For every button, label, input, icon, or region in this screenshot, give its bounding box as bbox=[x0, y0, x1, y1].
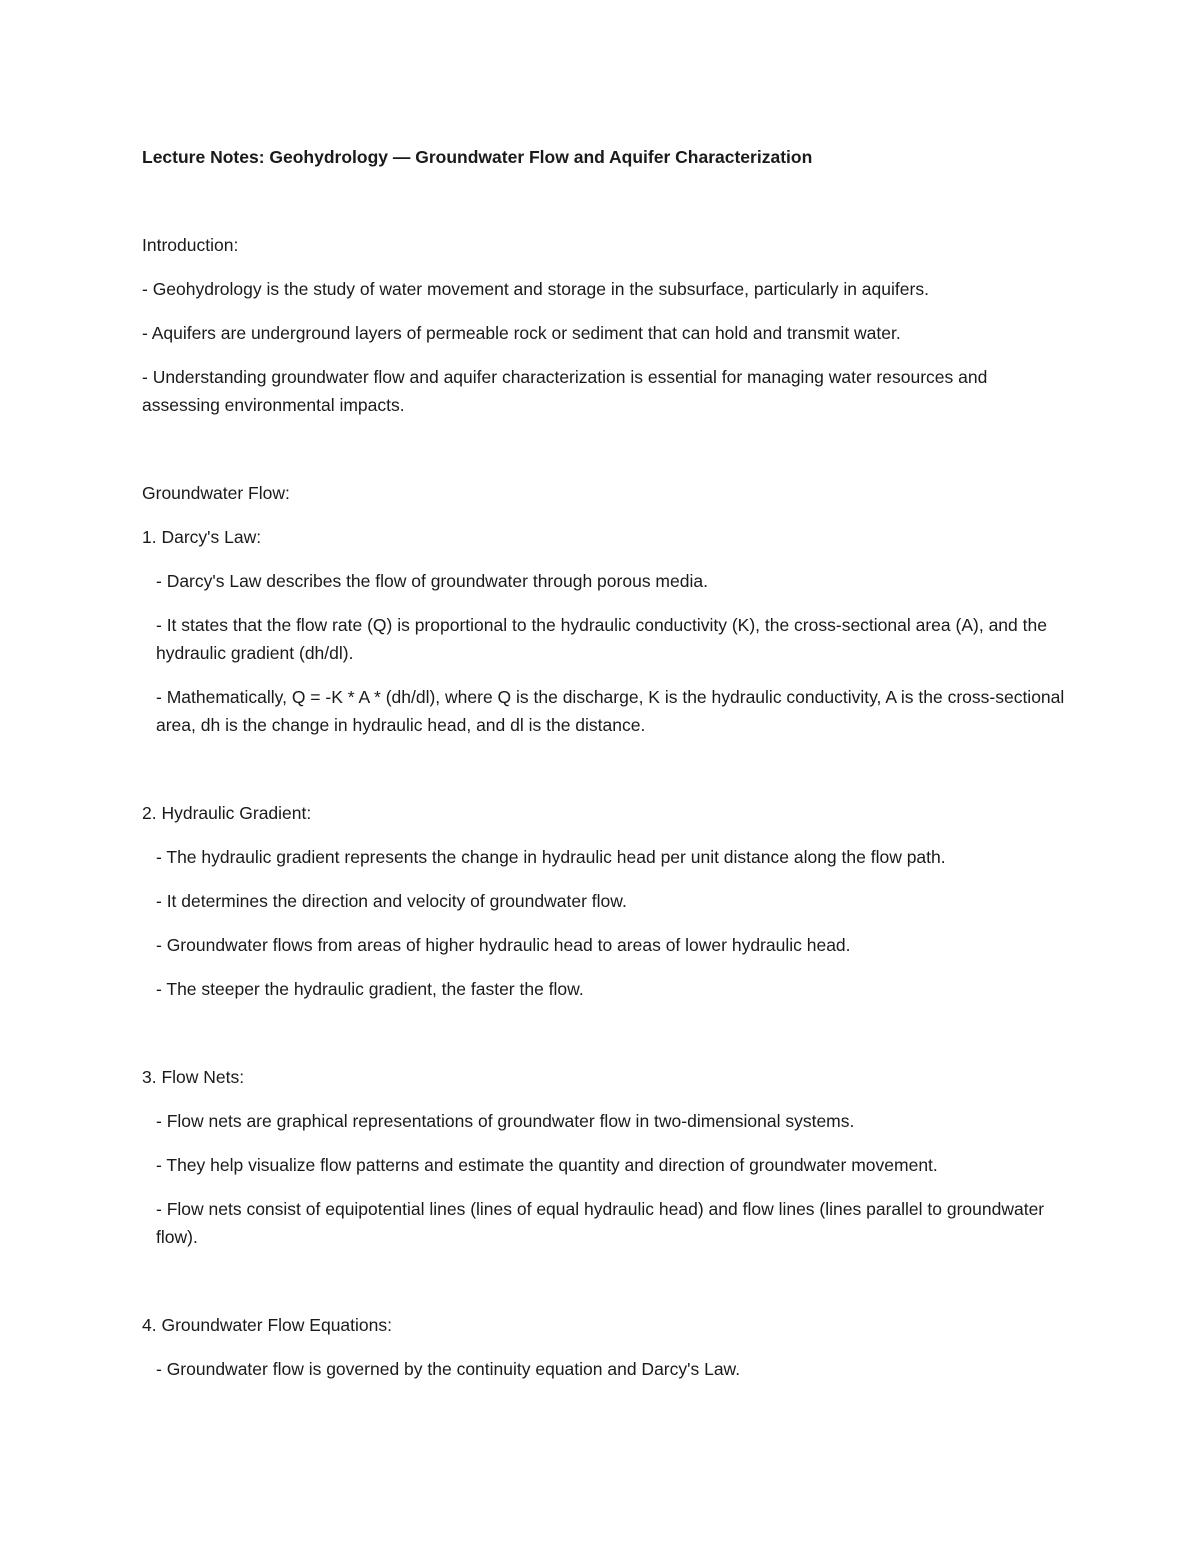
spacer bbox=[142, 595, 1067, 611]
spacer bbox=[142, 1091, 1067, 1107]
spacer bbox=[142, 1179, 1067, 1195]
introduction-item: - Aquifers are underground layers of permeable rock or sediment that can hold and transmit water. bbox=[142, 323, 901, 343]
spacer bbox=[142, 871, 1067, 887]
spacer bbox=[142, 419, 1067, 479]
darcys-law-heading: 1. Darcy's Law: bbox=[142, 527, 262, 547]
spacer bbox=[142, 959, 1067, 975]
spacer bbox=[142, 303, 1067, 319]
hydraulic-gradient-item: - The hydraulic gradient represents the change in hydraulic head per unit distance along the flow path. bbox=[156, 847, 946, 867]
spacer bbox=[142, 347, 1067, 363]
introduction-item: - Understanding groundwater flow and aquifer characterization is essential for managing water resources and assessing environmental impacts. bbox=[142, 367, 988, 415]
groundwater-flow-heading: Groundwater Flow: bbox=[142, 483, 290, 503]
flow-nets-item: - They help visualize flow patterns and estimate the quantity and direction of groundwater movement. bbox=[156, 1155, 938, 1175]
hydraulic-gradient-item: - Groundwater flows from areas of higher hydraulic head to areas of lower hydraulic head. bbox=[156, 935, 851, 955]
flow-nets-heading: 3. Flow Nets: bbox=[142, 1067, 245, 1087]
flow-nets-item: - Flow nets are graphical representations of groundwater flow in two-dimensional systems. bbox=[156, 1111, 855, 1131]
darcys-law-item: - Darcy's Law describes the flow of groundwater through porous media. bbox=[156, 571, 708, 591]
document-title: Lecture Notes: Geohydrology — Groundwater Flow and Aquifer Characterization bbox=[142, 147, 813, 167]
hydraulic-gradient-item: - It determines the direction and velocity of groundwater flow. bbox=[156, 891, 627, 911]
document-body bbox=[142, 143, 1067, 1383]
darcys-law-item: - It states that the flow rate (Q) is proportional to the hydraulic conductivity (K), the cross-sectional area (A), and the hydraulic gradient (dh/dl). bbox=[156, 615, 1047, 663]
darcys-law-item: - Mathematically, Q = -K * A * (dh/dl), where Q is the discharge, K is the hydraulic conductivity, A is the cross-sectional area, dh is the change in hydraulic head, and dl is the distance. bbox=[156, 687, 1065, 735]
flow-equations-item: - Groundwater flow is governed by the continuity equation and Darcy's Law. bbox=[156, 1359, 741, 1379]
spacer bbox=[142, 1135, 1067, 1151]
flow-equations-heading: 4. Groundwater Flow Equations: bbox=[142, 1315, 392, 1335]
spacer bbox=[142, 1003, 1067, 1063]
spacer bbox=[142, 259, 1067, 275]
spacer bbox=[142, 1251, 1067, 1311]
spacer bbox=[142, 915, 1067, 931]
introduction-item: - Geohydrology is the study of water movement and storage in the subsurface, particularly in aquifers. bbox=[142, 279, 929, 299]
flow-nets-item: - Flow nets consist of equipotential lines (lines of equal hydraulic head) and flow lines (lines parallel to groundwater flow). bbox=[156, 1199, 1045, 1247]
hydraulic-gradient-item: - The steeper the hydraulic gradient, the faster the flow. bbox=[156, 979, 584, 999]
introduction-heading: Introduction: bbox=[142, 235, 239, 255]
spacer bbox=[142, 667, 1067, 683]
spacer bbox=[142, 507, 1067, 523]
spacer bbox=[142, 171, 1067, 231]
spacer bbox=[142, 551, 1067, 567]
spacer bbox=[142, 739, 1067, 799]
spacer bbox=[142, 1339, 1067, 1355]
hydraulic-gradient-heading: 2. Hydraulic Gradient: bbox=[142, 803, 312, 823]
spacer bbox=[142, 827, 1067, 843]
